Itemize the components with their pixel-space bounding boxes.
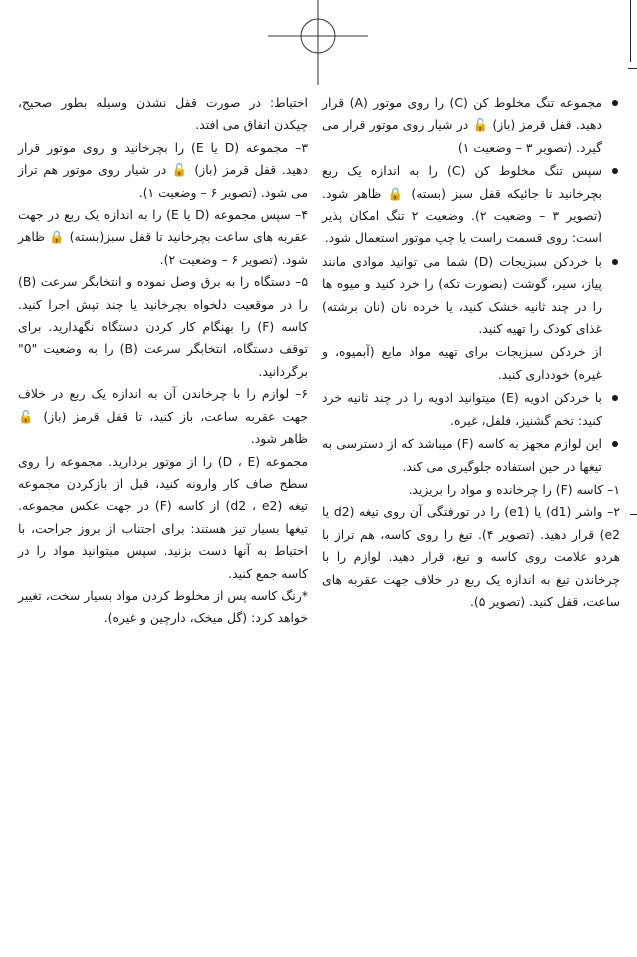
- paragraph: از خردکن سبزیجات برای تهیه مواد مایع (آبمیوه، و غیره) خودداری کنید.: [322, 344, 602, 382]
- crop-mark: [630, 0, 631, 62]
- step-paragraph: ۲– واشر (d1) یا (e1) را در تورفتگی آن روی تیغه (d2 یا e2) قرار دهید. (تصویر ۴). تیغ را روی کاسه، هم تراز با هردو علامت روی کاسه و تیغ، قرار دهید. لوازم را با چرخاندن تیغ به اندازه یک ربع در خلاف جهت عقربه های ساعت، قفل کنید. (تصویر ۵).: [322, 504, 620, 609]
- crop-mark: [630, 514, 637, 515]
- registration-mark-icon: [268, 0, 368, 85]
- step-paragraph: ۳– مجموعه (D یا E) را بچرخانید و روی موتور قرار دهید. قفل قرمز (باز) 🔓 در شیار روی موتور هم تراز می شود. (تصویر ۶ – وضعیت ۱).: [18, 139, 308, 200]
- note-paragraph: *رنگ کاسه پس از مخلوط کردن مواد بسیار سخت، تغییر خواهد کرد: (گل میخک، دارچین و غیره).: [18, 587, 308, 626]
- left-column: [18, 92, 308, 630]
- paragraph: مجموعه (D ، E) را از موتور بردارید. مجموعه را روی سطح صاف کار وارونه کنید، قبل از بازکردن مجموعه تیغه (d2 ، e2) از کاسه (F) در جهت عکس مجموعه. تیغها بسیار تیز هستند: برای اجتناب از بروز جراحت، با احتیاط به آنها دست بزنید. سپس میتوانید مواد را در کاسه جمع کنید.: [18, 453, 309, 581]
- caution-paragraph: احتیاط: در صورت قفل نشدن وسیله بطور صحیح، چیکدن اتفاق می افتد.: [18, 95, 308, 133]
- paragraph: مجموعه تنگ مخلوط کن (C) را روی موتور (A) قرار دهید. قفل قرمز (باز) 🔓 در شیار روی موتور قرار می گیرد. (تصویر ۳ – وضعیت ۱): [322, 92, 620, 159]
- paragraph: سپس تنگ مخلوط کن (C) را به اندازه یک ربع بچرخانید تا جائیکه قفل سبز (بسته) 🔒 ظاهر شود. (تصویر ۳ – وضعیت ۲). وضعیت ۲ تنگ امکان پذیر است: روی قسمت راست یا چپ موتور استعمال شود.: [322, 160, 620, 250]
- crop-mark: [628, 68, 637, 69]
- paragraph: با خردکن سبزیجات (D) شما می توانید موادی مانند پیاز، سیر، گوشت (بصورت تکه) را خرد کنید و میوه ها را در چند ثانیه خشک کنید، یا خرده نان (نان برشته) غذای کودک را تهیه کنید.: [322, 251, 620, 341]
- step-paragraph: ۴– سپس مجموعه (D یا E) را به اندازه یک ربع در جهت عقربه های ساعت بچرخانید تا قفل سبز(بسته) 🔒 ظاهر شود. (تصویر ۶ – وضعیت ۲).: [18, 207, 309, 267]
- right-column: [322, 92, 620, 613]
- paragraph: با خردکن ادویه (E) میتوانید ادویه را در چند ثانیه خرد کنید: تخم گشنیز، فلفل، غیره.: [322, 387, 620, 432]
- step-paragraph: ۵– دستگاه را به برق وصل نموده و انتخابگر سرعت (B) را در موقعیت دلخواه بچرخانید یا چند تپش اجرا کنید. کاسه (F) را بهنگام کار کردن دستگاه نگهدارید. برای توقف دستگاه، انتخابگر سرعت (B) را به وضعیت "0" برگردانید.: [18, 274, 308, 379]
- step-paragraph: ۱– کاسه (F) را چرخانده و مواد را بریزید.: [408, 481, 620, 497]
- step-paragraph: ۶– لوازم را با چرخاندن آن به اندازه یک ربع در خلاف جهت عقربه ساعت، باز کنید، تا قفل قرمز (باز) 🔓 ظاهر شود.: [18, 386, 308, 447]
- paragraph: این لوازم مجهز به کاسه (F) میباشد که از دسترسی به تیغها در حین استفاده جلوگیری می کند.: [322, 433, 620, 478]
